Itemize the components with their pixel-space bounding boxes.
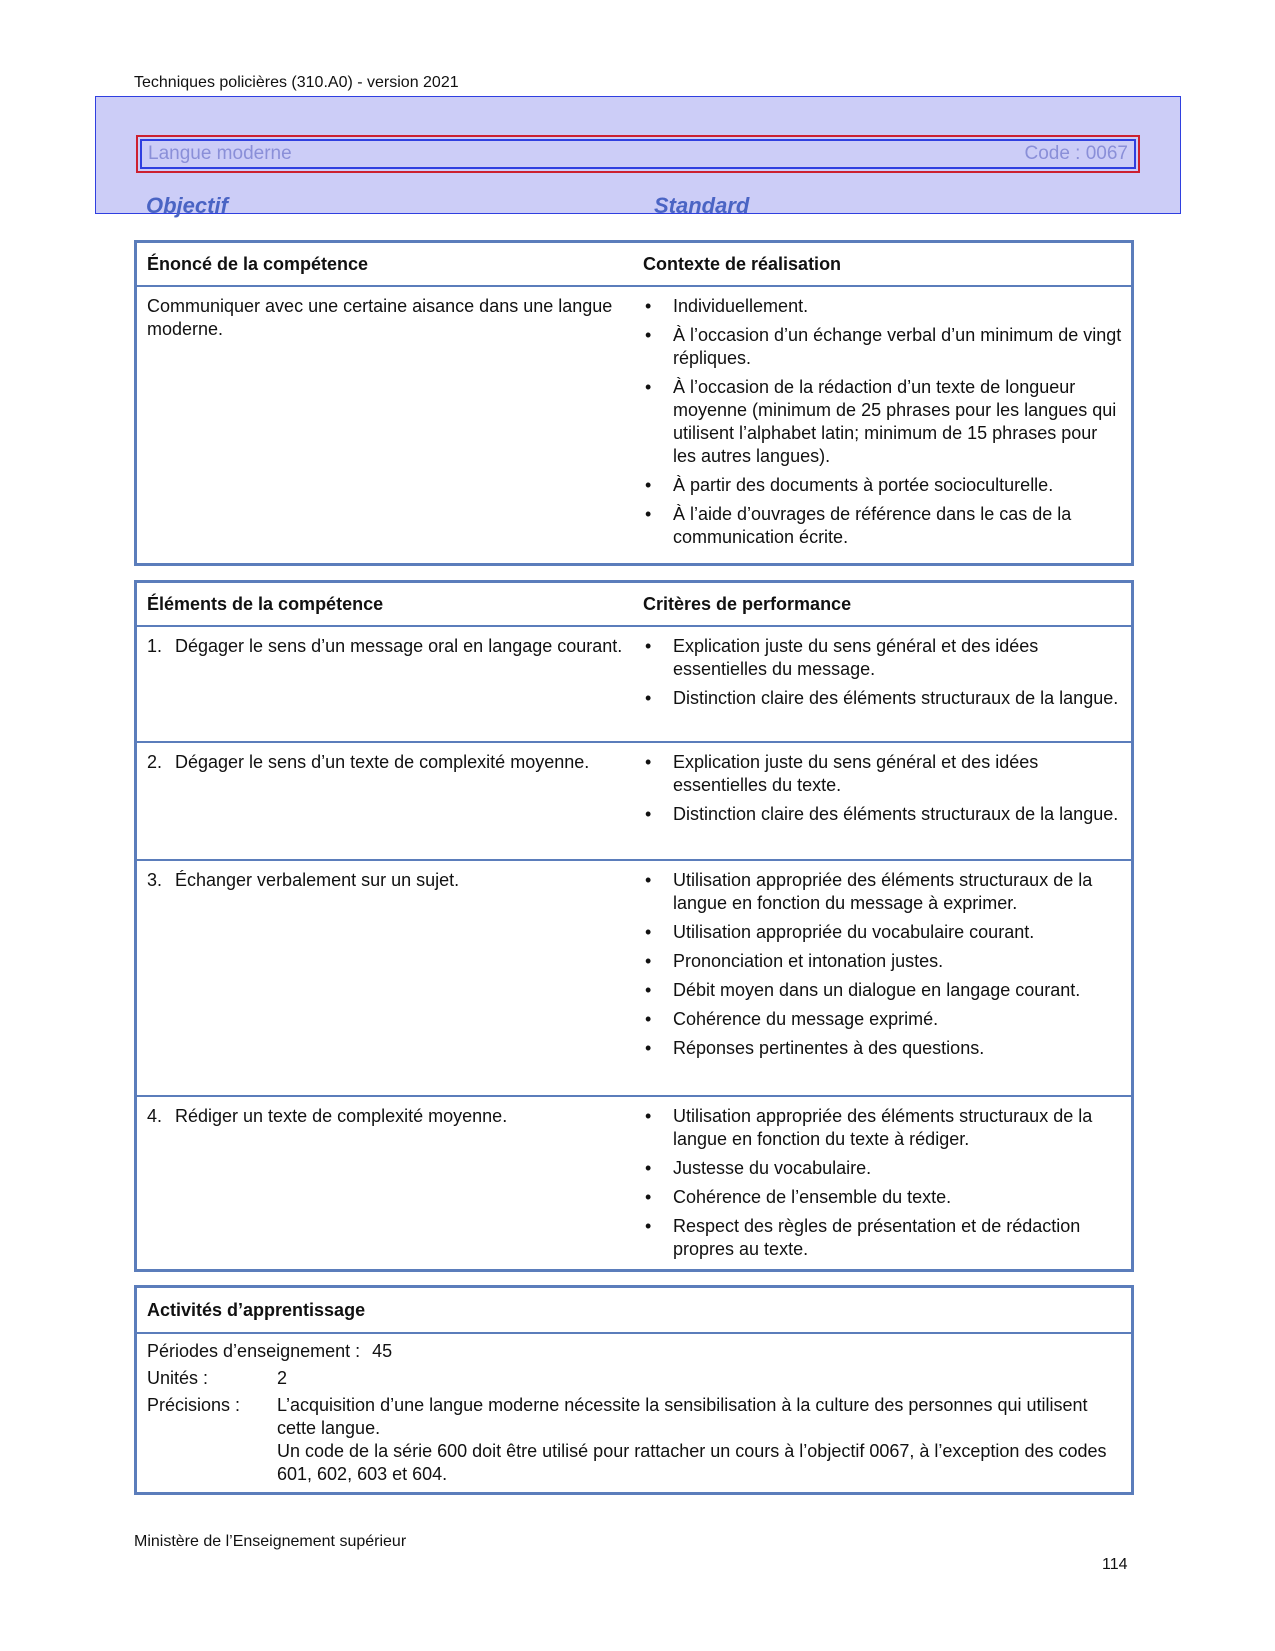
competency-title-bar (136, 135, 1140, 173)
element-number: 3. (147, 870, 163, 890)
list-item: • Justesse du vocabulaire. (643, 1157, 1131, 1180)
element-number: 1. (147, 636, 163, 656)
precisions-text (277, 1394, 1121, 1486)
unites-label: Unités : (147, 1368, 209, 1388)
list-item: • Cohérence du message exprimé. (643, 1008, 1131, 1031)
enonce-heading: Énoncé de la compétence (147, 253, 369, 274)
objectif-label: Objectif (146, 193, 228, 218)
element-text: Échanger verbalement sur un sujet. (175, 870, 460, 890)
competency-title: Langue moderne (148, 143, 292, 164)
list-item: • Utilisation appropriée des éléments structuraux de la langue en fonction du message à exprimer. (643, 869, 1131, 915)
list-item: • Utilisation appropriée des éléments structuraux de la langue en fonction du texte à rédiger. (643, 1105, 1131, 1151)
element-number: 4. (147, 1106, 163, 1126)
table-row (137, 861, 1131, 1097)
element-number: 2. (147, 752, 163, 772)
competency-code: Code : 0067 (1024, 143, 1128, 164)
list-item: • À l’occasion de la rédaction d’un texte de longueur moyenne (minimum de 25 phrases pour les langues qui utilisent l’alphabet latin; minimum de 15 phrases pour les autres langues). (643, 376, 1131, 468)
context-list (643, 295, 1131, 549)
page-number: 114 (1102, 1556, 1128, 1573)
list-item: • Cohérence de l’ensemble du texte. (643, 1186, 1131, 1209)
periodes-label: Périodes d’enseignement : (147, 1341, 361, 1361)
list-item: • Explication juste du sens général et des idées essentielles du message. (643, 635, 1131, 681)
list-item: • Réponses pertinentes à des questions. (643, 1037, 1131, 1060)
criteres-heading: Critères de performance (643, 593, 852, 614)
element-text: Dégager le sens d’un texte de complexité moyenne. (175, 752, 590, 772)
contexte-heading: Contexte de réalisation (643, 253, 842, 274)
element-text: Dégager le sens d’un message oral en langage courant. (175, 636, 623, 656)
elements-box (134, 580, 1134, 1272)
list-item: • Respect des règles de présentation et de rédaction propres au texte. (643, 1215, 1131, 1261)
list-item: • Prononciation et intonation justes. (643, 950, 1131, 973)
list-item: • Individuellement. (643, 295, 1131, 318)
periodes-value: 45 (372, 1341, 393, 1361)
list-item: • À l’aide d’ouvrages de référence dans le cas de la communication écrite. (643, 503, 1131, 549)
enonce-box (134, 240, 1134, 566)
list-item: • Distinction claire des éléments structuraux de la langue. (643, 803, 1131, 826)
element-text: Rédiger un texte de complexité moyenne. (175, 1106, 508, 1126)
list-item: • Explication juste du sens général et des idées essentielles du texte. (643, 751, 1131, 797)
list-item: • Distinction claire des éléments structuraux de la langue. (643, 687, 1131, 710)
precision-paragraph: L’acquisition d’une langue moderne nécessite la sensibilisation à la culture des personnes qui utilisent cette langue. (277, 1395, 1088, 1438)
table-row (137, 743, 1131, 861)
table-row (137, 1097, 1131, 1273)
activites-heading: Activités d’apprentissage (147, 1299, 366, 1320)
elements-heading: Éléments de la compétence (147, 593, 384, 614)
precisions-label: Précisions : (147, 1395, 241, 1415)
unites-value: 2 (277, 1368, 288, 1388)
list-item: • À partir des documents à portée socioculturelle. (643, 474, 1131, 497)
activites-box (134, 1285, 1134, 1495)
list-item: • À l’occasion d’un échange verbal d’un minimum de vingt répliques. (643, 324, 1131, 370)
list-item: • Utilisation appropriée du vocabulaire courant. (643, 921, 1131, 944)
program-header: Techniques policières (310.A0) - version 2021 (134, 74, 459, 91)
competency-statement: Communiquer avec une certaine aisance dans une langue moderne. (147, 296, 613, 339)
list-item: • Débit moyen dans un dialogue en langage courant. (643, 979, 1131, 1002)
standard-label: Standard (654, 193, 750, 218)
ministry-footer: Ministère de l’Enseignement supérieur (134, 1533, 407, 1550)
table-row (137, 627, 1131, 743)
precision-paragraph: Un code de la série 600 doit être utilisé pour rattacher un cours à l’objectif 0067, à l’exception des codes 601, 602, 603 et 604. (277, 1441, 1107, 1484)
objective-banner (95, 96, 1181, 218)
